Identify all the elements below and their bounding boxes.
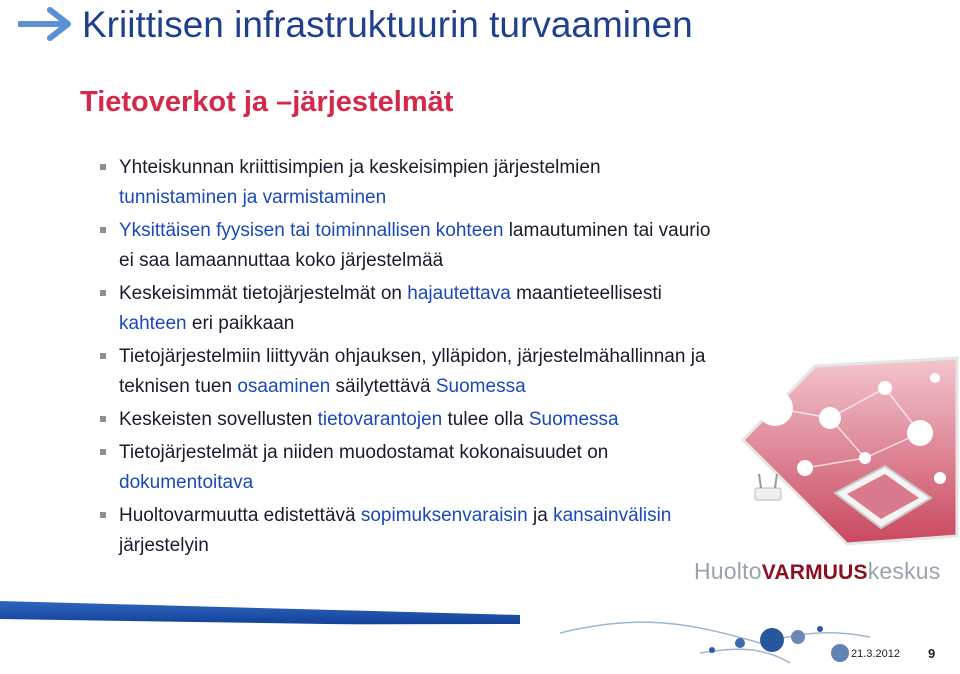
- slide-title: Kriittisen infrastruktuurin turvaaminen: [82, 4, 693, 45]
- decorative-network-band: [0, 593, 960, 674]
- bullet-item: [100, 405, 720, 435]
- bullet-list: [100, 153, 720, 564]
- bullet-text: lamautuminen tai vaurio ei saa lamaannuttaa koko järjestelmää: [119, 220, 711, 271]
- page-number: 9: [928, 646, 936, 661]
- highlighted-text: dokumentoitava: [119, 472, 254, 493]
- bullet-item: [100, 279, 720, 339]
- arrow-right-icon: [18, 6, 74, 42]
- bullet-text: tulee olla: [442, 409, 529, 430]
- slide-subtitle: Tietoverkot ja –järjestelmät: [80, 86, 454, 118]
- highlighted-text: kansainvälisin: [553, 505, 672, 526]
- bullet-text: järjestelyin: [119, 535, 209, 556]
- highlighted-text: tietovarantojen: [317, 409, 443, 430]
- bullet-text: Tietojärjestelmät ja niiden muodostamat kokonaisuudet on: [119, 442, 609, 463]
- highlighted-text: kahteen: [119, 313, 187, 334]
- highlighted-text: Yksittäisen fyysisen tai toiminnallisen kohteen: [119, 220, 504, 241]
- bullet-text: säilytettävä: [330, 376, 436, 397]
- bullet-text: maantieteellisesti: [510, 283, 662, 304]
- highlighted-text: Suomessa: [528, 409, 619, 430]
- router-icon: [755, 474, 781, 500]
- bullet-item: [100, 216, 720, 276]
- footer-date: 21.3.2012: [851, 648, 900, 660]
- organization-logo: HuoltoVARMUUSkeskus: [694, 558, 941, 584]
- highlighted-text: osaaminen: [237, 376, 331, 397]
- highlighted-text: hajautettava: [407, 283, 511, 304]
- bullet-text: Huoltovarmuutta edistettävä: [119, 505, 361, 526]
- highlighted-text: Suomessa: [435, 376, 526, 397]
- highlighted-text: sopimuksenvaraisin: [360, 505, 528, 526]
- bullet-text: Keskeisten sovellusten: [119, 409, 318, 430]
- bullet-text: eri paikkaan: [186, 313, 295, 334]
- bullet-text: ja: [527, 505, 554, 526]
- bullet-item: [100, 501, 720, 561]
- bullet-text: Tietojärjestelmiin liittyvän ohjauksen, ylläpidon, järjestelmähallinnan ja teknisen tuen: [119, 346, 706, 397]
- highlighted-text: tunnistaminen ja varmistaminen: [119, 187, 387, 208]
- network-illustration: [735, 348, 960, 553]
- bullet-text: Keskeisimmät tietojärjestelmät on: [119, 283, 408, 304]
- bullet-item: [100, 342, 720, 402]
- bullet-text: Yhteiskunnan kriittisimpien ja keskeisimpien järjestelmien: [119, 157, 601, 178]
- bullet-item: [100, 153, 720, 213]
- bullet-item: [100, 438, 720, 498]
